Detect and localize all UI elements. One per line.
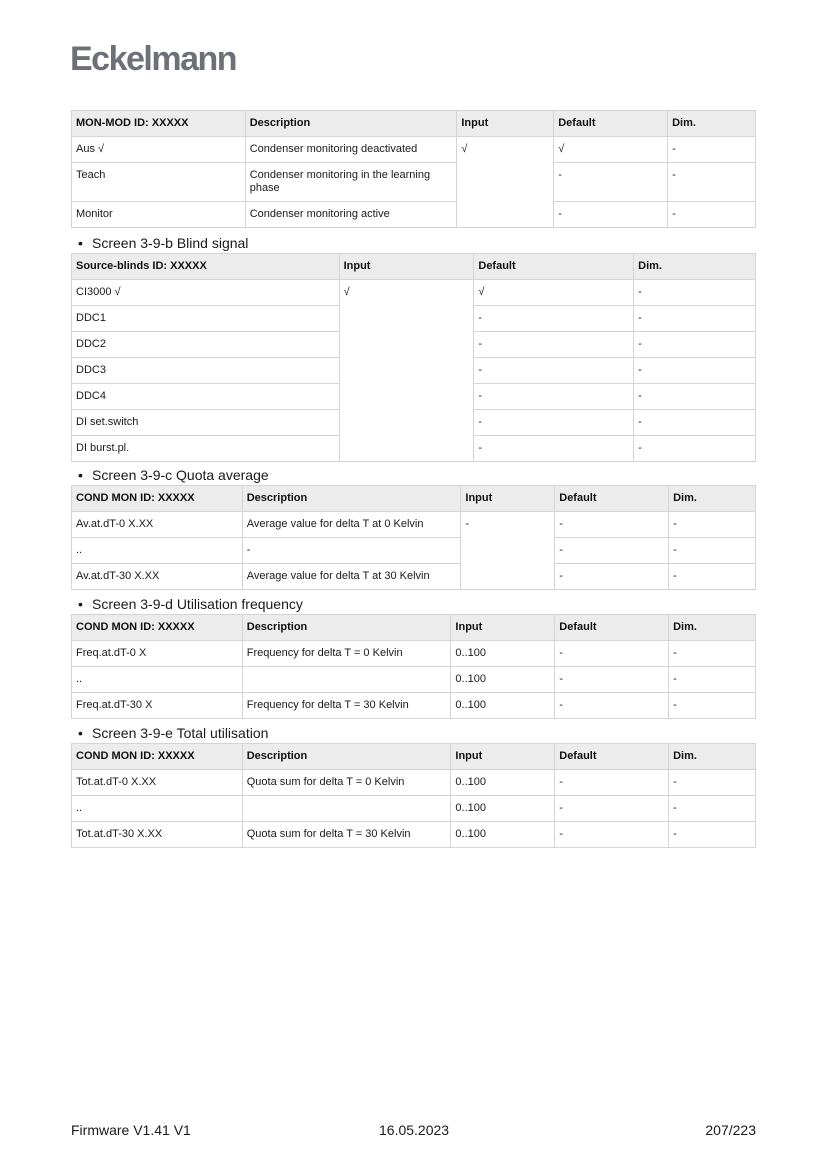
table-row [72,770,756,796]
row-default: √ [474,280,634,306]
row-description: Condenser monitoring active [245,202,457,228]
row-dim: - [668,202,756,228]
row-dim: - [634,280,756,306]
row-default: - [555,564,669,590]
column-header: Default [555,744,669,770]
row-name: Aus √ [72,137,246,163]
row-description: Quota sum for delta T = 30 Kelvin [242,822,451,848]
row-name: .. [72,538,243,564]
column-header: Description [242,615,451,641]
row-description: Frequency for delta T = 30 Kelvin [242,693,451,719]
row-description: - [242,538,461,564]
row-description [242,796,451,822]
row-name: Av.at.dT-30 X.XX [72,564,243,590]
row-input: √ [339,280,474,462]
row-dim: - [669,564,756,590]
table-header-row [72,744,756,770]
row-default: - [474,306,634,332]
row-default: √ [554,137,668,163]
row-default: - [554,163,668,202]
footer-firmware: Firmware V1.41 V1 [71,1122,191,1138]
row-input: √ [457,137,554,228]
row-description: Average value for delta T at 0 Kelvin [242,512,461,538]
table-row [72,693,756,719]
footer-page-number: 207/223 [705,1122,756,1138]
row-dim: - [669,641,756,667]
column-header: Input [339,254,474,280]
column-header: MON-MOD ID: XXXXX [72,111,246,137]
row-default: - [555,822,669,848]
row-name: .. [72,667,243,693]
table-row [72,137,756,163]
column-header: Default [554,111,668,137]
row-name: DDC3 [72,358,340,384]
row-default: - [555,796,669,822]
row-dim: - [669,512,756,538]
row-default: - [555,770,669,796]
row-default: - [474,332,634,358]
row-default: - [554,202,668,228]
row-default: - [555,512,669,538]
total-utilisation-table [71,743,756,848]
row-default: - [474,358,634,384]
table-row [72,280,756,306]
utilisation-frequency-table [71,614,756,719]
row-dim: - [634,410,756,436]
row-input: 0..100 [451,667,555,693]
row-default: - [555,641,669,667]
column-header: COND MON ID: XXXXX [72,486,243,512]
row-name: Monitor [72,202,246,228]
row-default: - [474,410,634,436]
table-header-row [72,615,756,641]
row-name: Freq.at.dT-30 X [72,693,243,719]
table-row [72,667,756,693]
row-name: DDC1 [72,306,340,332]
row-default: - [474,436,634,462]
row-name: Tot.at.dT-0 X.XX [72,770,243,796]
table-row [72,512,756,538]
column-header: Input [451,744,555,770]
row-dim: - [634,436,756,462]
column-header: Default [555,486,669,512]
column-header: Default [555,615,669,641]
table-header-row [72,111,756,137]
row-input: - [461,512,555,590]
column-header: Description [245,111,457,137]
column-header: Source-blinds ID: XXXXX [72,254,340,280]
column-header: Description [242,486,461,512]
column-header: Input [451,615,555,641]
column-header: Dim. [634,254,756,280]
row-name: CI3000 √ [72,280,340,306]
table-row [72,796,756,822]
table-row [72,822,756,848]
footer-date: 16.05.2023 [379,1122,450,1138]
column-header: COND MON ID: XXXXX [72,615,243,641]
column-header: Dim. [669,486,756,512]
blind-signal-table [71,253,756,462]
row-name: Freq.at.dT-0 X [72,641,243,667]
row-dim: - [669,822,756,848]
column-header: Description [242,744,451,770]
row-name: .. [72,796,243,822]
row-description: Average value for delta T at 30 Kelvin [242,564,461,590]
bullet-icon: • [78,596,83,612]
row-input: 0..100 [451,796,555,822]
bullet-icon: • [78,725,83,741]
row-description: Quota sum for delta T = 0 Kelvin [242,770,451,796]
row-name: DI burst.pl. [72,436,340,462]
row-dim: - [669,796,756,822]
row-dim: - [634,384,756,410]
eckelmann-logo: Eckelmann [70,40,237,78]
row-default: - [555,667,669,693]
row-name: DI set.switch [72,410,340,436]
row-dim: - [669,693,756,719]
row-default: - [555,693,669,719]
column-header: Default [474,254,634,280]
section-heading: • Screen 3-9-e Total utilisation [78,725,269,741]
table-row [72,202,756,228]
table-header-row [72,254,756,280]
row-dim: - [669,667,756,693]
row-dim: - [669,770,756,796]
column-header: COND MON ID: XXXXX [72,744,243,770]
column-header: Dim. [669,744,756,770]
row-name: Av.at.dT-0 X.XX [72,512,243,538]
column-header: Dim. [669,615,756,641]
column-header: Input [457,111,554,137]
row-dim: - [668,163,756,202]
row-name: Teach [72,163,246,202]
table-header-row [72,486,756,512]
row-default: - [474,384,634,410]
column-header: Input [461,486,555,512]
row-input: 0..100 [451,641,555,667]
row-dim: - [668,137,756,163]
row-description: Frequency for delta T = 0 Kelvin [242,641,451,667]
row-description: Condenser monitoring in the learning phase [245,163,457,202]
row-name: Tot.at.dT-30 X.XX [72,822,243,848]
section-heading: • Screen 3-9-b Blind signal [78,235,249,251]
bullet-icon: • [78,235,83,251]
row-dim: - [634,332,756,358]
row-description [242,667,451,693]
table-row [72,641,756,667]
row-input: 0..100 [451,770,555,796]
section-heading: • Screen 3-9-c Quota average [78,467,269,483]
column-header: Dim. [668,111,756,137]
section-heading: • Screen 3-9-d Utilisation frequency [78,596,303,612]
table-row [72,564,756,590]
row-dim: - [669,538,756,564]
table-row [72,538,756,564]
row-name: DDC2 [72,332,340,358]
table-row [72,163,756,202]
row-dim: - [634,306,756,332]
row-description: Condenser monitoring deactivated [245,137,457,163]
mon-mod-table [71,110,756,228]
quota-average-table [71,485,756,590]
row-default: - [555,538,669,564]
row-input: 0..100 [451,822,555,848]
row-input: 0..100 [451,693,555,719]
row-name: DDC4 [72,384,340,410]
bullet-icon: • [78,467,83,483]
row-dim: - [634,358,756,384]
